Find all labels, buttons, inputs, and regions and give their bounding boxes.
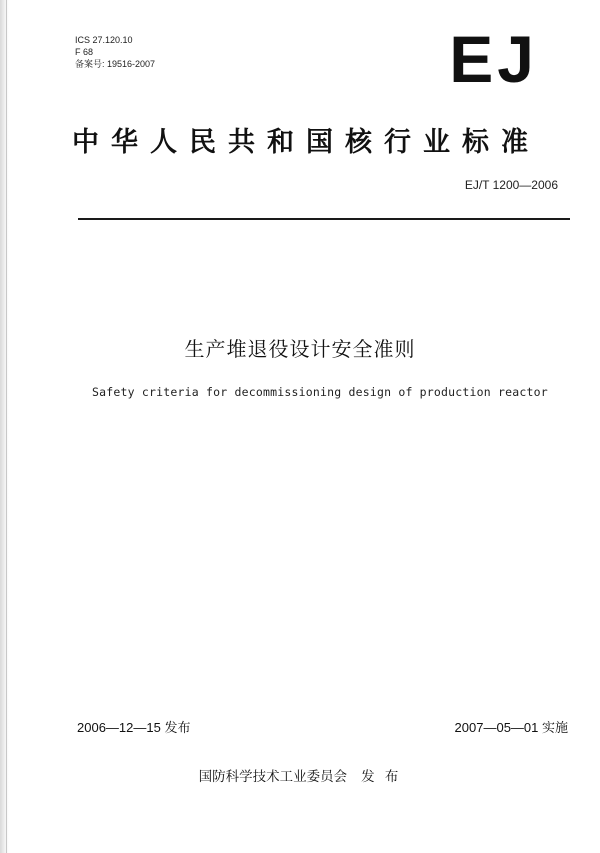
ics-code: ICS 27.120.10 — [75, 35, 133, 45]
publisher-name: 国防科学技术工业委员会 — [198, 769, 348, 785]
classification-block — [75, 34, 155, 70]
standard-number: EJ/T 1200—2006 — [464, 178, 558, 192]
implementation-date: 2007—05—01 实施 — [454, 720, 568, 735]
ej-logo-mark: EJ — [449, 22, 538, 96]
standard-category-title: 中华人民共和国核行业标准 — [72, 127, 540, 158]
header-divider — [78, 218, 570, 220]
publisher-line — [0, 765, 600, 785]
publisher-action: 发 布 — [361, 769, 402, 785]
filing-number: 备案号: 19516-2007 — [75, 59, 156, 69]
document-title-chinese: 生产堆退役设计安全准则 — [184, 337, 416, 361]
scan-edge-shadow — [0, 0, 9, 853]
ccs-code: F 68 — [75, 47, 94, 57]
document-title-english: Safety criteria for decommissioning design of production reactor — [92, 385, 548, 399]
issue-date: 2006—12—15 发布 — [77, 720, 191, 735]
scan-edge-line — [6, 0, 7, 853]
